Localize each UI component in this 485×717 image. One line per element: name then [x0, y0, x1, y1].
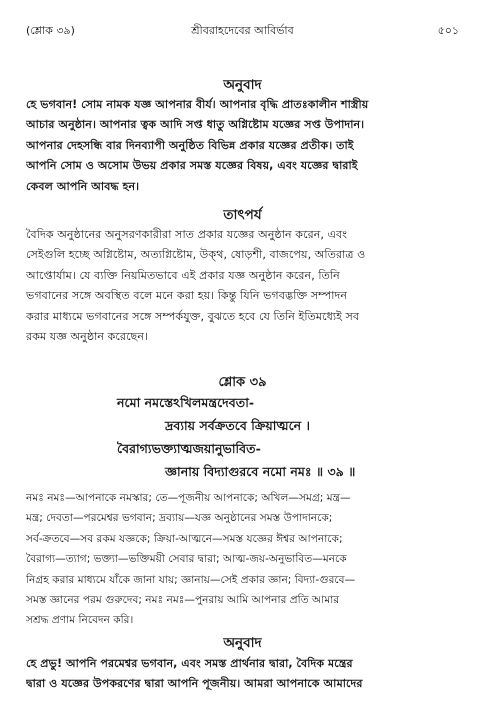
header-chapter-title: শ্রীবরাহদেবের আবির্ভাব: [191, 24, 294, 37]
purport-line: ভগবানের সঙ্গে অবস্থিত বলে মনে করা হয়। কিন্তু যিনি ভগবদ্ভক্তি সম্পাদন: [26, 289, 347, 303]
translation-line: কেবল আপনি আবদ্ধ হন।: [26, 179, 140, 193]
translation-line: হে ভগবান! সোম নামক যজ্ঞ আপনার বীর্য। আপনার বৃদ্ধি প্রাতঃকালীন শাস্ত্রীয়: [26, 98, 369, 111]
synonyms-paragraph: [26, 488, 459, 631]
purport-heading: তাৎপর্য: [223, 207, 262, 223]
header-page-number: ৫০১: [437, 24, 459, 37]
verse-heading: শ্লোক ৩৯: [218, 375, 267, 390]
verse-line: বৈরাগ্যভক্ত্যাত্মজয়ানুভাবিত-: [117, 441, 261, 456]
verse-line: জ্ঞানায় বিদ্যাগুরবে নমো নমঃ ॥ ৩৯ ॥: [165, 464, 356, 479]
purport-paragraph: [26, 225, 459, 347]
synonyms-line: নিগ্রহ করার মাধ্যমে যাঁকে জানা যায়; জ্ঞানায়—সেই প্রকার জ্ঞান; বিদ্যা-গুরবে—: [26, 573, 356, 586]
translation-paragraph-2: [26, 654, 459, 695]
translation-heading-2: অনুবাদ: [223, 635, 262, 651]
verse-line: নমো নমস্তেঽখিলমন্ত্রদেবতা-: [117, 395, 255, 410]
translation-paragraph: [26, 95, 459, 197]
translation-line: আপনার দেহসন্ধি বার দিনব্যাপী অনুষ্ঠিত বিভিন্ন প্রকার যজ্ঞের প্রতীক। তাই: [26, 138, 354, 152]
verse-line: দ্রব্যায় সর্বক্রতবে ক্রিয়াত্মনে ।: [165, 418, 311, 433]
header-verse-ref: (শ্লোক ৩৯): [26, 24, 75, 37]
running-header: [26, 22, 459, 40]
synonyms-line: বৈরাগ্য—ত্যাগ; ভক্ত্যা—ভক্তিময়ী সেবার দ্বারা; আত্ম-জয়-অনুভাবিত—মনকে: [26, 553, 347, 566]
synonyms-line: নমঃ নমঃ—আপনাকে নমস্কার; তে—পূজনীয় আপনাকে; অখিল—সমগ্র; মন্ত্র—: [26, 492, 351, 504]
purport-line: আপ্তোর্যাম। যে ব্যক্তি নিয়মিতভাবে এই প্রকার যজ্ঞ অনুষ্ঠান করেন, তিনি: [26, 268, 340, 282]
synonyms-line: মন্ত্র; দেবতা—পরমেশ্বর ভগবান; দ্রব্যায়—যজ্ঞ অনুষ্ঠানের সমস্ত উপাদানকে;: [26, 512, 333, 525]
synonyms-line: সমস্ত জ্ঞানের পরম গুরুদেব; নমঃ নমঃ—পুনরায় আমি আপনার প্রতি আমার: [26, 594, 340, 607]
synonyms-line: সর্ব-ক্রতবে—সব রকম যজ্ঞকে; ক্রিয়া-আত্মনে—সমস্ত যজ্ঞের ঈশ্বর আপনাকে;: [26, 532, 343, 545]
synonyms-line: সশ্রদ্ধ প্রণাম নিবেদন করি।: [26, 614, 134, 627]
purport-line: রকম যজ্ঞ অনুষ্ঠান করেছেন।: [26, 330, 149, 344]
translation-heading: অনুবাদ: [223, 77, 262, 93]
translation-line: হে প্রভু! আপনি পরমেশ্বর ভগবান, এবং সমস্ত প্রার্থনার দ্বারা, বৈদিক মন্ত্রের: [26, 657, 353, 670]
purport-line: সেইগুলি হচ্ছে অগ্নিষ্টোম, অত্যগ্নিষ্টোম, উক্থ, ষোড়শী, বাজপেয়, অতিরাত্র ও: [26, 248, 366, 262]
purport-line: বৈদিক অনুষ্ঠানের অনুসরণকারীরা সাত প্রকার যজ্ঞের অনুষ্ঠান করেন, এবং: [26, 228, 348, 241]
translation-line: আচার অনুষ্ঠান। আপনার ত্বক আদি সপ্ত ধাতু অগ্নিষ্টোম যজ্ঞের সপ্ত উপাদান।: [26, 118, 365, 132]
translation-line: দ্বারা ও যজ্ঞের উপকরণের দ্বারা আপনি পূজনীয়। আমরা আপনাকে আমাদের: [26, 677, 363, 691]
purport-line: করার মাধ্যমে ভগবানের সঙ্গে সম্পর্কযুক্ত, বুঝতে হবে যে তিনি ইতিমধ্যেই সব: [26, 309, 360, 323]
translation-line: আপনি সোম ও অসোম উভয় প্রকার সমস্ত যজ্ঞের বিষয়, এবং যজ্ঞের দ্বারাই: [26, 159, 358, 173]
